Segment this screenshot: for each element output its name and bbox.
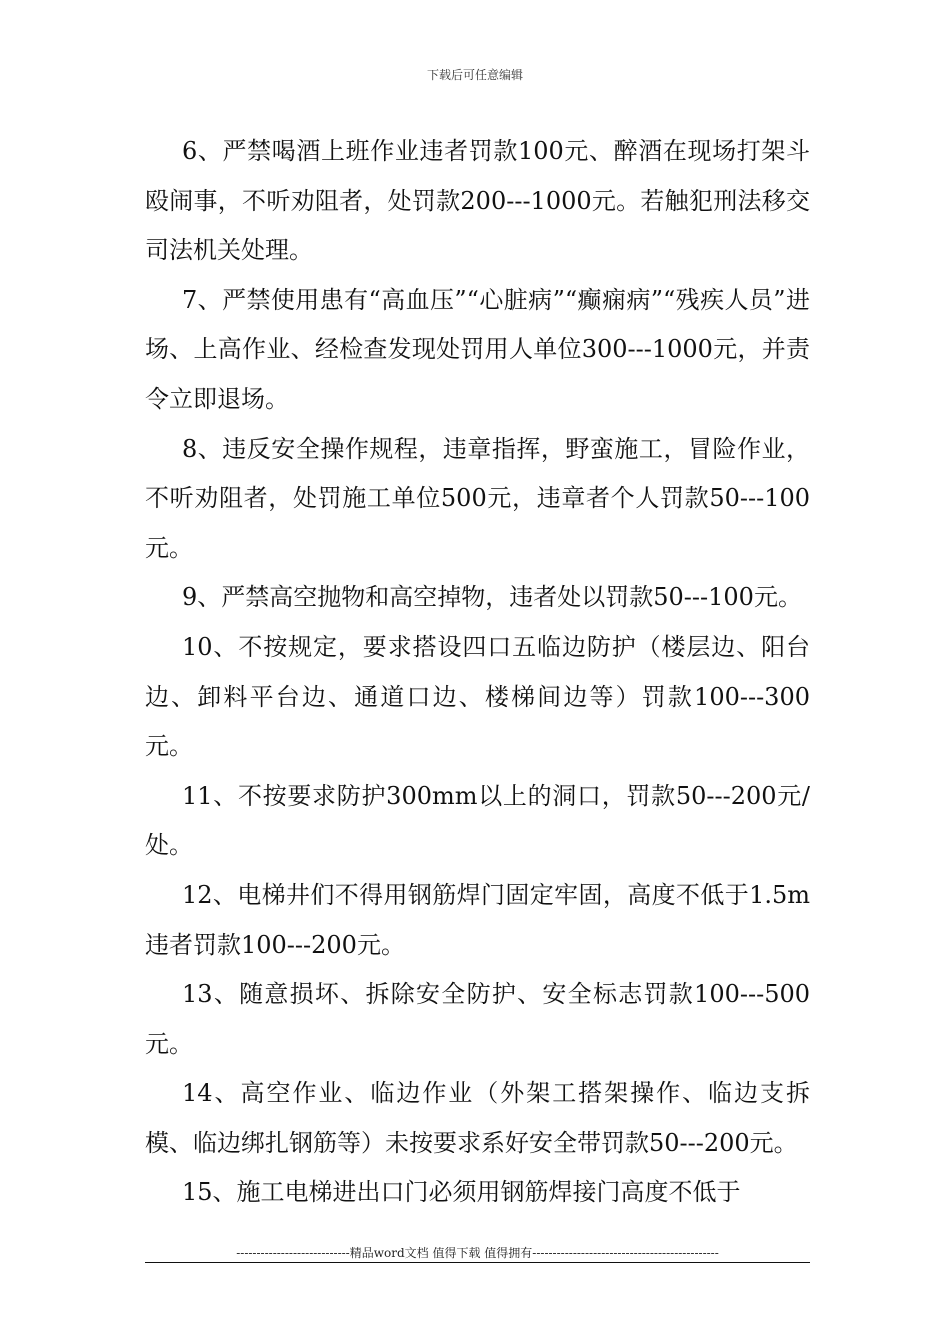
- paragraph-6: 6、严禁喝酒上班作业违者罚款100元、醉酒在现场打架斗殴闹事，不听劝阻者，处罚款200---1000元。若触犯刑法移交司法机关处理。: [145, 137, 810, 265]
- paragraph-12: 12、电梯井们不得用钢筋焊门固定牢固，高度不低于1.5m违者罚款100---200元。: [145, 880, 810, 959]
- paragraph-11: 11、不按要求防护300mm以上的洞口，罚款50---200元/处。: [145, 781, 810, 860]
- paragraph-14: 14、高空作业、临边作业（外架工搭架操作、临边支拆模、临边绑扎钢筋等）未按要求系好安全带罚款50---200元。: [145, 1079, 810, 1157]
- paragraph-10: 10、不按规定，要求搭设四口五临边防护（楼层边、阳台边、卸料平台边、通道口边、楼梯间边等）罚款100---300元。: [145, 632, 810, 761]
- paragraph-13: 13、随意损坏、拆除安全防护、安全标志罚款100---500元。: [145, 980, 810, 1058]
- paragraph-7: 7、严禁使用患有“高血压”“心脏病”“癫痫病”“残疾人员”进场、上高作业、经检查发现处罚用人单位300---1000元，并责令立即退场。: [145, 285, 810, 413]
- paragraph-15: 15、施工电梯进出口门必须用钢筋焊接门高度不低于: [182, 1178, 741, 1207]
- document-body: [145, 127, 810, 1218]
- paragraph-9: 9、严禁高空抛物和高空掉物，违者处以罚款50---100元。: [182, 583, 802, 612]
- page-footer-note: ----------------------------精品word文档 值得下载 值得拥有----------------------------------------------: [236, 1246, 719, 1260]
- paragraph-8: 8、违反安全操作规程，违章指挥，野蛮施工，冒险作业，不听劝阻者，处罚施工单位500元，违章者个人罚款50---100元。: [145, 434, 810, 562]
- footer-divider: [145, 1262, 810, 1263]
- page-header-note: 下载后可任意编辑: [426, 68, 523, 82]
